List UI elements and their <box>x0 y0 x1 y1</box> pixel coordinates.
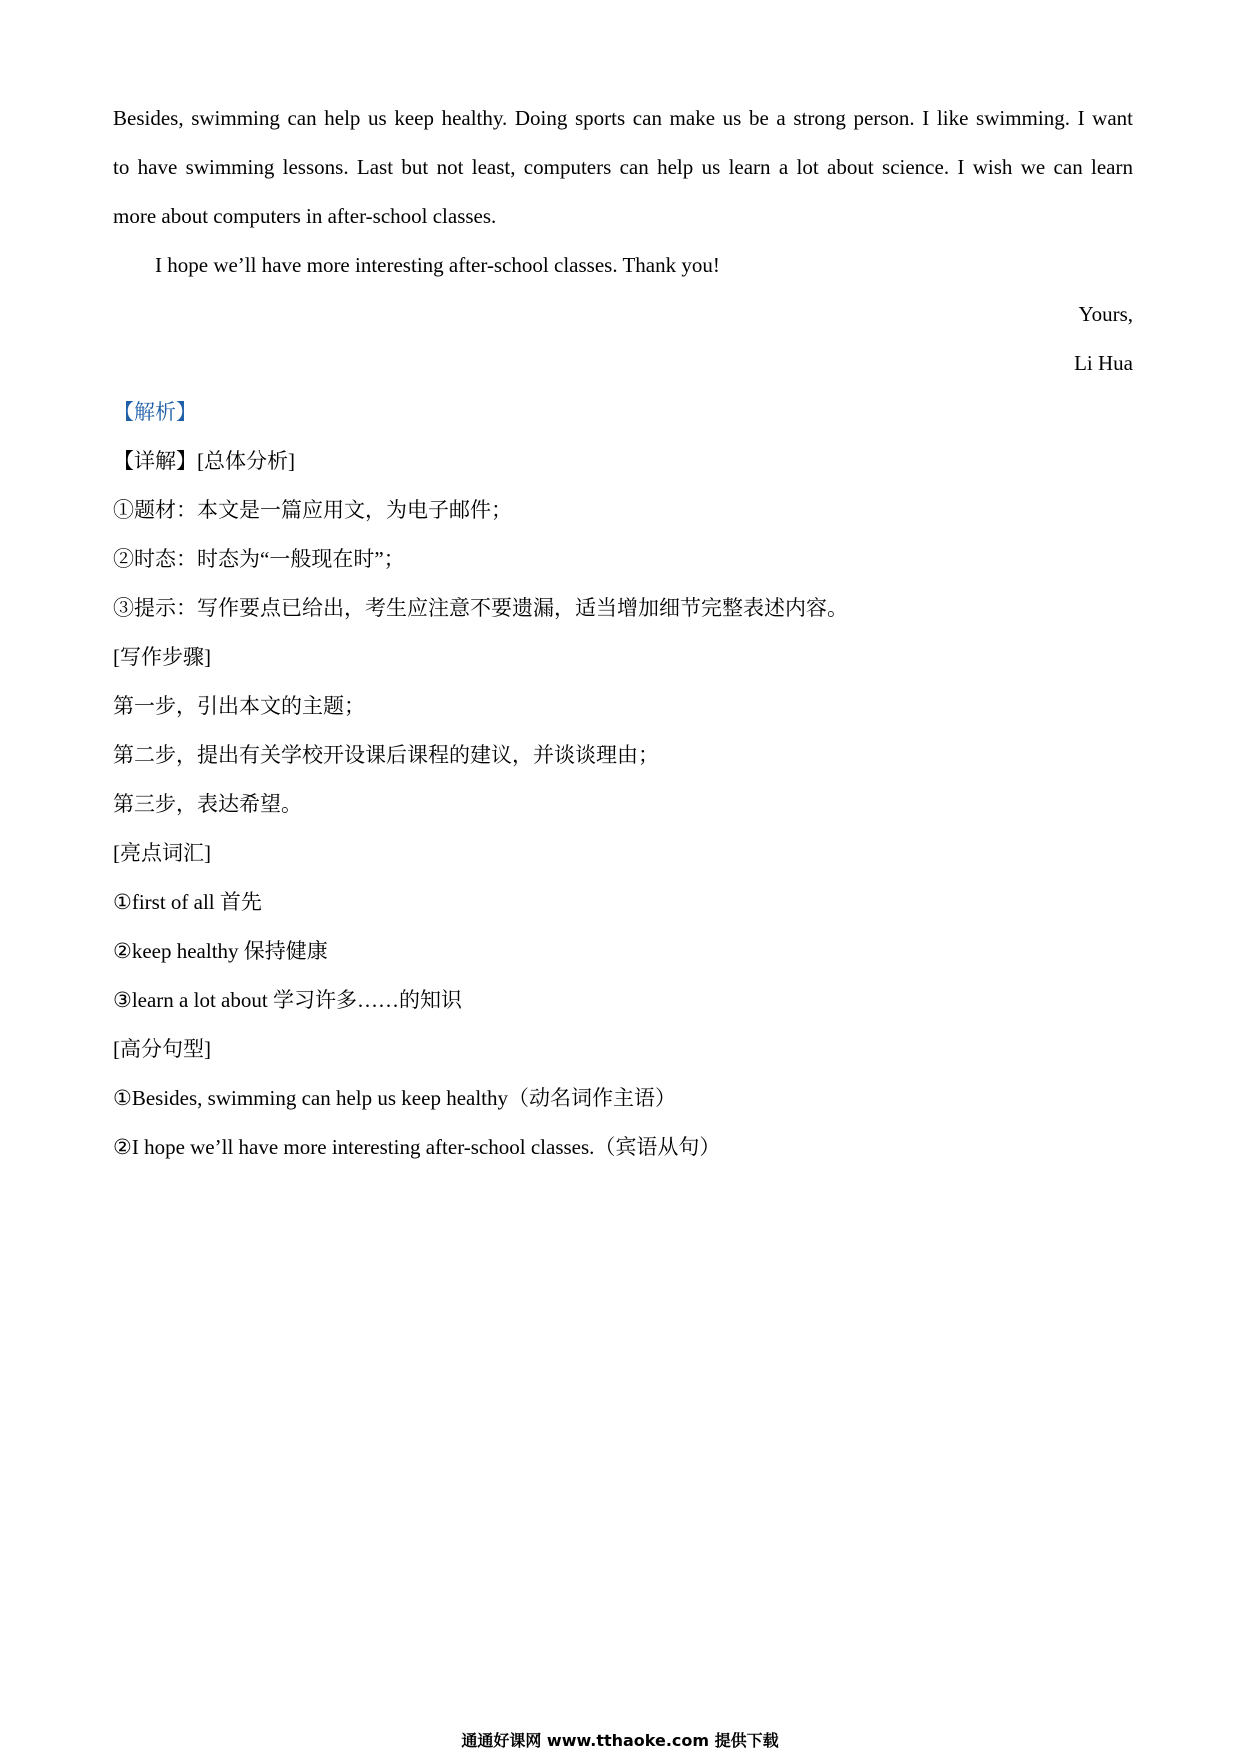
vocab-heading: [亮点词汇] <box>113 841 211 865</box>
steps-heading: [写作步骤] <box>113 645 211 669</box>
letter-line-2: to have swimming lessons. Last but not least, computers can help us learn a lot about science. I wish we can learn <box>113 155 1133 179</box>
sentence-item-1: ①Besides, swimming can help us keep healthy（动名词作主语） <box>113 1086 677 1110</box>
overall-item-2: ②时态：时态为“一般现在时”； <box>113 547 405 571</box>
page-footer: 通通好课网 www.tthaoke.com 提供下载 <box>461 1731 779 1750</box>
analysis-heading: 【解析】 <box>113 400 197 424</box>
letter-line-3: more about computers in after-school classes. <box>113 204 497 228</box>
letter-signature: Li Hua <box>1074 351 1133 375</box>
sentence-item-2: ②I hope we’ll have more interesting after-school classes.（宾语从句） <box>113 1135 721 1159</box>
letter-closing-paragraph: I hope we’ll have more interesting after-school classes. Thank you! <box>155 253 720 277</box>
step-item-3: 第三步，表达希望。 <box>113 792 302 816</box>
vocab-item-1: ①first of all 首先 <box>113 890 262 914</box>
vocab-item-2: ②keep healthy 保持健康 <box>113 939 328 963</box>
step-item-2: 第二步，提出有关学校开设课后课程的建议，并谈谈理由； <box>113 743 659 767</box>
letter-sign-off: Yours, <box>1078 302 1133 326</box>
step-item-1: 第一步，引出本文的主题； <box>113 694 365 718</box>
overall-item-3: ③提示：写作要点已给出，考生应注意不要遗漏，适当增加细节完整表述内容。 <box>113 596 848 620</box>
overall-item-1: ①题材：本文是一篇应用文，为电子邮件； <box>113 498 512 522</box>
sentences-heading: [高分句型] <box>113 1037 211 1061</box>
letter-line-1: Besides, swimming can help us keep healthy. Doing sports can make us be a strong person. I like swimming. I want <box>113 106 1133 130</box>
vocab-item-3: ③learn a lot about 学习许多……的知识 <box>113 988 462 1012</box>
analysis-detail-heading: 【详解】[总体分析] <box>113 449 295 473</box>
